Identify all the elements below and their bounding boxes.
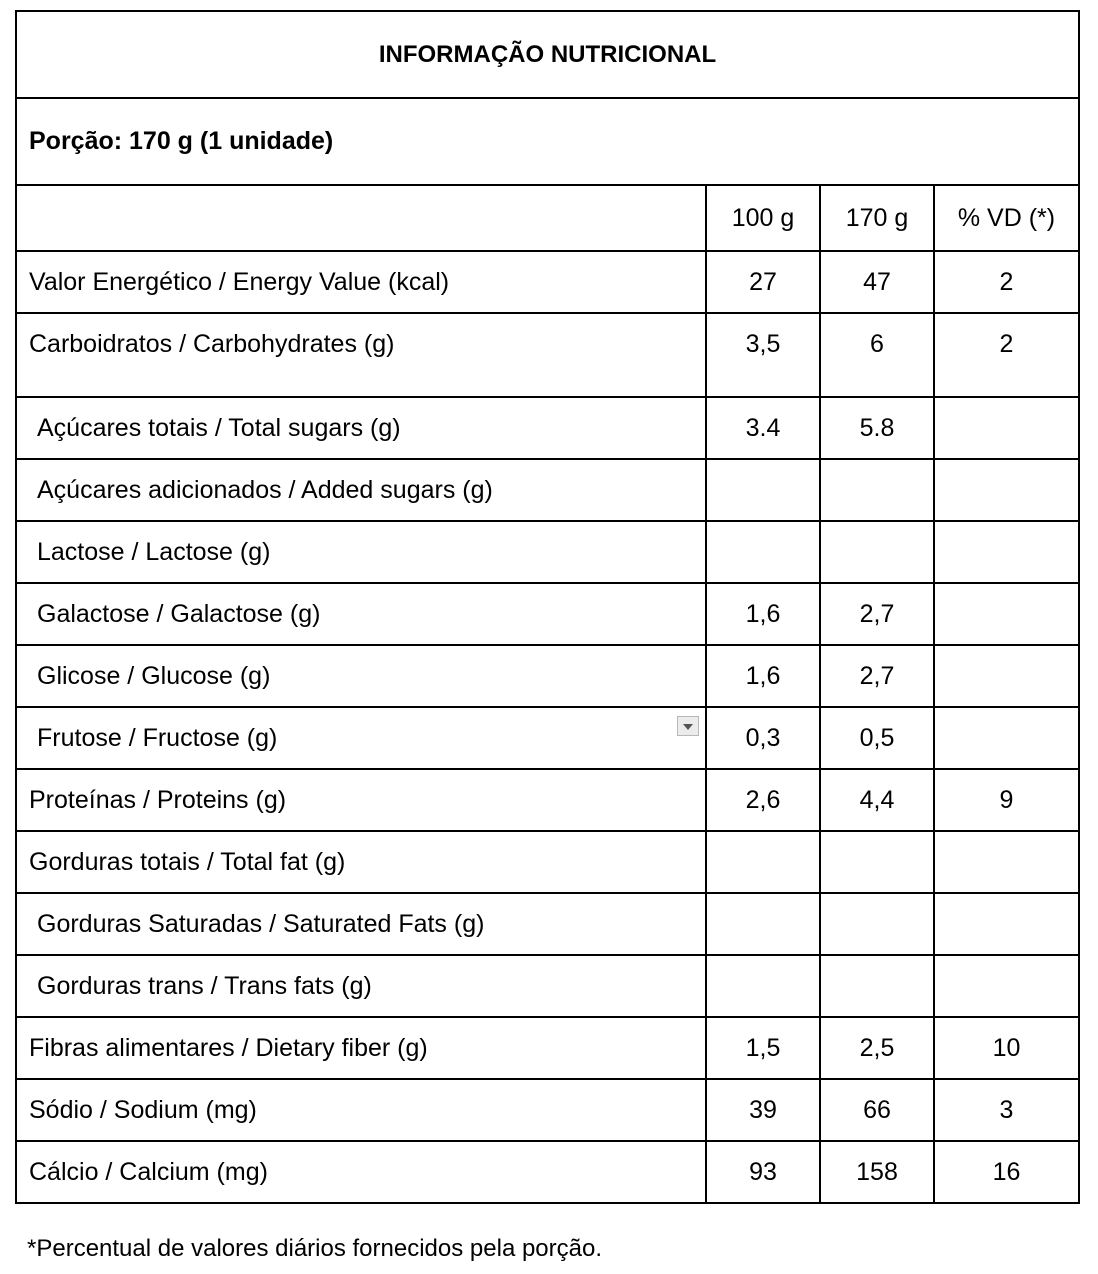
value-daily-text: 2: [999, 330, 1014, 358]
value-170g: 2,7: [820, 583, 934, 645]
table-row: [16, 893, 1079, 955]
value-170g: 2,7: [820, 645, 934, 707]
nutrient-label: Frutose / Fructose (g): [37, 723, 278, 752]
nutrient-label: Açúcares totais / Total sugars (g): [16, 397, 706, 459]
value-100g: 93: [706, 1141, 820, 1203]
header-170g: 170 g: [820, 185, 934, 251]
value-daily: 9: [934, 769, 1079, 831]
value-170g-text: 6: [870, 330, 884, 358]
value-100g-text: 3,5: [745, 330, 781, 358]
nutrient-label: Gorduras trans / Trans fats (g): [16, 955, 706, 1017]
table-row: [16, 1017, 1079, 1079]
header-nutrient: [16, 185, 706, 251]
table-row: [16, 707, 1079, 769]
nutrient-label-text: Carboidratos / Carbohydrates (g): [29, 330, 395, 358]
value-100g: 27: [706, 251, 820, 313]
value-daily: [934, 313, 1079, 397]
value-daily: [934, 459, 1079, 521]
table-row: [16, 831, 1079, 893]
header-row: [16, 185, 1079, 251]
value-daily: [934, 521, 1079, 583]
table-row: [16, 769, 1079, 831]
value-daily: [934, 583, 1079, 645]
value-100g: [706, 313, 820, 397]
nutrient-label: Proteínas / Proteins (g): [16, 769, 706, 831]
nutrient-label: Açúcares adicionados / Added sugars (g): [16, 459, 706, 521]
header-daily-value: % VD (*): [934, 185, 1079, 251]
value-100g: 2,6: [706, 769, 820, 831]
nutrient-label: Lactose / Lactose (g): [16, 521, 706, 583]
nutrient-label: Gorduras Saturadas / Saturated Fats (g): [16, 893, 706, 955]
header-100g: 100 g: [706, 185, 820, 251]
nutrient-label: Sódio / Sodium (mg): [16, 1079, 706, 1141]
value-170g: 158: [820, 1141, 934, 1203]
nutrient-label: Valor Energético / Energy Value (kcal): [16, 251, 706, 313]
value-daily: [934, 645, 1079, 707]
value-170g: [820, 955, 934, 1017]
value-170g: 5.8: [820, 397, 934, 459]
value-daily: 16: [934, 1141, 1079, 1203]
value-daily: 2: [934, 251, 1079, 313]
value-daily: 10: [934, 1017, 1079, 1079]
value-170g: 0,5: [820, 707, 934, 769]
value-100g: 0,3: [706, 707, 820, 769]
nutrient-label: Gorduras totais / Total fat (g): [16, 831, 706, 893]
value-170g: [820, 313, 934, 397]
value-100g: [706, 521, 820, 583]
value-170g: 4,4: [820, 769, 934, 831]
value-100g: [706, 955, 820, 1017]
value-daily: [934, 893, 1079, 955]
value-100g: 3.4: [706, 397, 820, 459]
value-100g: 1,5: [706, 1017, 820, 1079]
table-row: [16, 1079, 1079, 1141]
table-row: [16, 645, 1079, 707]
value-daily: [934, 955, 1079, 1017]
value-170g: [820, 521, 934, 583]
table-row: [16, 313, 1079, 397]
portion-size: Porção: 170 g (1 unidade): [16, 98, 1079, 185]
table-row: [16, 955, 1079, 1017]
table-row: [16, 459, 1079, 521]
footnote: *Percentual de valores diários fornecidos pela porção.: [27, 1235, 603, 1262]
nutrient-label: Cálcio / Calcium (mg): [16, 1141, 706, 1203]
value-100g: [706, 893, 820, 955]
portion-row: [16, 98, 1079, 185]
value-100g: 39: [706, 1079, 820, 1141]
value-170g: 47: [820, 251, 934, 313]
table-title: INFORMAÇÃO NUTRICIONAL: [16, 11, 1079, 98]
nutrient-label: Fibras alimentares / Dietary fiber (g): [16, 1017, 706, 1079]
nutrient-label: Galactose / Galactose (g): [16, 583, 706, 645]
value-daily: [934, 831, 1079, 893]
table-row: [16, 521, 1079, 583]
nutrient-label: Glicose / Glucose (g): [16, 645, 706, 707]
nutrition-table: [15, 10, 1080, 1204]
value-100g: [706, 459, 820, 521]
value-daily: 3: [934, 1079, 1079, 1141]
table-row: [16, 397, 1079, 459]
chevron-down-icon[interactable]: [677, 716, 699, 736]
nutrient-label-cell: [16, 707, 706, 769]
title-row: [16, 11, 1079, 98]
value-100g: 1,6: [706, 583, 820, 645]
value-daily: [934, 397, 1079, 459]
value-170g: [820, 459, 934, 521]
value-100g: 1,6: [706, 645, 820, 707]
value-170g: 66: [820, 1079, 934, 1141]
value-100g: [706, 831, 820, 893]
value-170g: 2,5: [820, 1017, 934, 1079]
nutrient-label: [16, 313, 706, 397]
table-row: [16, 1141, 1079, 1203]
value-170g: [820, 831, 934, 893]
value-170g: [820, 893, 934, 955]
table-row: [16, 251, 1079, 313]
table-row: [16, 583, 1079, 645]
value-daily: [934, 707, 1079, 769]
